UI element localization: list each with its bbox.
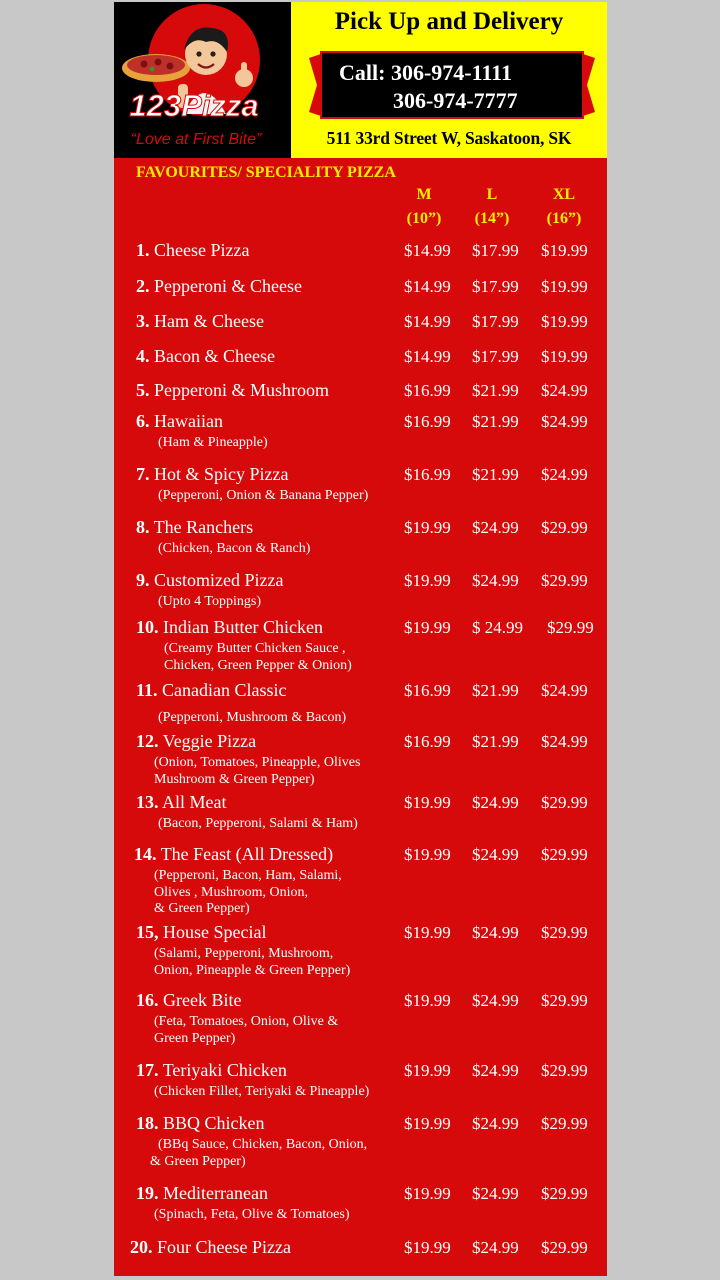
menu-item-number: 12. [136, 731, 159, 751]
menu-item-description: (Bacon, Pepperoni, Salami & Ham) [158, 816, 358, 831]
menu-item-title: Hawaiian [154, 411, 223, 431]
price-large: $21.99 [472, 412, 519, 431]
menu-item-name [136, 680, 287, 701]
size-inches-0: (10”) [406, 210, 442, 227]
price-xlarge: $19.99 [541, 347, 588, 366]
menu-item-number: 8. [136, 517, 150, 537]
menu-item-number: 4. [136, 346, 150, 366]
price-large: $ 24.99 [472, 618, 523, 637]
price-medium: $16.99 [404, 381, 451, 400]
menu-item-number: 1. [136, 240, 150, 260]
menu-item-description: & Green Pepper) [154, 901, 250, 916]
menu-item-number: 5. [136, 380, 150, 400]
menu-item-number: 10. [136, 617, 159, 637]
price-large: $24.99 [472, 518, 519, 537]
price-xlarge: $29.99 [541, 923, 588, 942]
menu-item-number: 11. [136, 680, 158, 700]
menu-item-description: Chicken, Green Pepper & Onion) [164, 657, 352, 673]
price-medium: $14.99 [404, 241, 451, 260]
menu-item-description: (Spinach, Feta, Olive & Tomatoes) [154, 1207, 350, 1222]
price-medium: $14.99 [404, 347, 451, 366]
price-medium: $16.99 [404, 412, 451, 431]
price-xlarge: $19.99 [541, 277, 588, 296]
price-large: $17.99 [472, 347, 519, 366]
price-large: $24.99 [472, 991, 519, 1010]
menu-item-number: 7. [136, 464, 150, 484]
menu-item-number: 2. [136, 276, 150, 296]
price-medium: $19.99 [404, 845, 451, 864]
menu-item-description: Onion, Pineapple & Green Pepper) [154, 962, 351, 978]
menu-item-number: 16. [136, 990, 159, 1010]
price-medium: $19.99 [404, 518, 451, 537]
size-label-1: L [486, 186, 498, 203]
price-xlarge: $29.99 [541, 1238, 588, 1257]
menu-item-name [136, 922, 266, 943]
price-large: $17.99 [472, 312, 519, 331]
menu-item-title: All Meat [162, 792, 227, 812]
price-medium: $16.99 [404, 465, 451, 484]
price-xlarge: $29.99 [541, 1184, 588, 1203]
menu-item-name [136, 570, 283, 591]
menu-item-title: Veggie Pizza [162, 731, 257, 751]
menu-item-title: The Feast (All Dressed) [160, 844, 334, 864]
menu-item-title: Bacon & Cheese [154, 346, 275, 366]
logo [114, 2, 291, 158]
price-large: $24.99 [472, 571, 519, 590]
logo-brand: 123Pizza [129, 88, 259, 123]
menu-item-description: Olives , Mushroom, Onion, [154, 884, 308, 900]
menu-item-number: 6. [136, 411, 150, 431]
header-title: Pick Up and Delivery [334, 8, 564, 35]
menu-item-title: Pepperoni & Mushroom [154, 380, 329, 400]
menu-item-number: 3. [136, 311, 150, 331]
price-xlarge: $29.99 [547, 618, 594, 637]
menu-item-title: Greek Bite [163, 990, 242, 1010]
menu-item-description: (Onion, Tomatoes, Pineapple, Olives [154, 755, 361, 770]
menu-item-title: Mediterranean [163, 1183, 268, 1203]
menu-item-name [136, 464, 288, 485]
menu-item-name [136, 276, 302, 297]
menu-item-name [136, 411, 223, 432]
menu-item-description: (Chicken, Bacon & Ranch) [158, 541, 311, 556]
price-medium: $14.99 [404, 277, 451, 296]
menu-item-title: Cheese Pizza [154, 240, 250, 260]
menu-item-name [136, 311, 264, 332]
call-banner [309, 48, 595, 122]
price-medium: $19.99 [404, 1061, 451, 1080]
menu-board [114, 2, 607, 1276]
menu-item-title: The Ranchers [153, 517, 254, 537]
phone-number-1[interactable]: Call: 306-974-1111 [339, 60, 512, 85]
price-large: $24.99 [472, 1061, 519, 1080]
menu-item-description: (Salami, Pepperoni, Mushroom, [154, 946, 334, 961]
price-xlarge: $24.99 [541, 681, 588, 700]
menu-item-description: (Ham & Pineapple) [158, 435, 268, 450]
price-medium: $19.99 [404, 1238, 451, 1257]
menu-item-description: (BBq Sauce, Chicken, Bacon, Onion, [158, 1137, 368, 1152]
menu-item-description: (Feta, Tomatoes, Onion, Olive & [154, 1014, 339, 1029]
price-medium: $14.99 [404, 312, 451, 331]
menu-item-name [136, 240, 249, 261]
price-xlarge: $19.99 [541, 241, 588, 260]
price-xlarge: $24.99 [541, 412, 588, 431]
menu-item-name [136, 346, 275, 367]
menu-item-number: 14. [134, 844, 157, 864]
menu-item-title: Four Cheese Pizza [157, 1237, 291, 1257]
price-large: $17.99 [472, 241, 519, 260]
logo-tagline: “Love at First Bite” [130, 131, 262, 148]
menu-item-number: 20. [130, 1237, 153, 1257]
menu-item-title: Ham & Cheese [154, 311, 264, 331]
price-xlarge: $29.99 [541, 518, 588, 537]
menu-item-description: (Pepperoni, Mushroom & Bacon) [158, 710, 347, 725]
price-xlarge: $24.99 [541, 465, 588, 484]
price-large: $17.99 [472, 277, 519, 296]
menu-item-name [134, 844, 333, 865]
menu-item-title: Teriyaki Chicken [162, 1060, 287, 1080]
menu-item-title: Customized Pizza [154, 570, 284, 590]
price-medium: $19.99 [404, 571, 451, 590]
price-large: $21.99 [472, 681, 519, 700]
menu-item-name [136, 792, 227, 813]
price-xlarge: $19.99 [541, 312, 588, 331]
menu-item-title: Indian Butter Chicken [163, 617, 323, 637]
price-medium: $19.99 [404, 1184, 451, 1203]
price-medium: $19.99 [404, 991, 451, 1010]
price-xlarge: $29.99 [541, 991, 588, 1010]
menu-item-description: (Pepperoni, Onion & Banana Pepper) [158, 488, 369, 503]
menu-item-description: (Pepperoni, Bacon, Ham, Salami, [154, 868, 342, 883]
price-medium: $19.99 [404, 618, 451, 637]
price-xlarge: $24.99 [541, 732, 588, 751]
menu-header [114, 2, 607, 158]
menu-item-description: Mushroom & Green Pepper) [154, 771, 315, 787]
menu-item-description: & Green Pepper) [150, 1153, 246, 1169]
menu-item-name [136, 1113, 265, 1134]
menu-item-number: 13. [136, 792, 159, 812]
price-large: $24.99 [472, 793, 519, 812]
price-xlarge: $24.99 [541, 381, 588, 400]
price-xlarge: $29.99 [541, 571, 588, 590]
price-medium: $19.99 [404, 793, 451, 812]
size-inches-1: (14”) [474, 210, 510, 227]
menu-item-name [136, 517, 253, 538]
menu-item-name [136, 380, 329, 401]
price-xlarge: $29.99 [541, 845, 588, 864]
menu-item-title: Canadian Classic [162, 680, 287, 700]
menu-item-description: (Chicken Fillet, Teriyaki & Pineapple) [154, 1084, 370, 1099]
address: 511 33rd Street W, Saskatoon, SK [326, 128, 572, 148]
price-large: $24.99 [472, 1238, 519, 1257]
menu-item-title: BBQ Chicken [163, 1113, 265, 1133]
menu-item-number: 18. [136, 1113, 159, 1133]
price-medium: $16.99 [404, 681, 451, 700]
price-xlarge: $29.99 [541, 1114, 588, 1133]
size-label-0: M [416, 186, 432, 203]
contact-panel [291, 2, 607, 158]
price-large: $24.99 [472, 845, 519, 864]
menu-item-name [136, 1060, 287, 1081]
price-large: $24.99 [472, 923, 519, 942]
menu-item-description: (Upto 4 Toppings) [158, 594, 261, 609]
menu-item-name [136, 1183, 268, 1204]
pizza-chef-logo-icon [114, 2, 291, 158]
menu-item-number: 15, [136, 922, 159, 942]
menu-item-name [136, 617, 323, 638]
menu-item-description: Green Pepper) [154, 1030, 236, 1046]
price-large: $24.99 [472, 1114, 519, 1133]
price-large: $24.99 [472, 1184, 519, 1203]
menu-item-number: 9. [136, 570, 150, 590]
menu-item-name [130, 1237, 291, 1258]
menu-item-name [136, 731, 256, 752]
size-label-2: XL [552, 186, 576, 203]
price-large: $21.99 [472, 381, 519, 400]
price-large: $21.99 [472, 732, 519, 751]
menu-item-number: 17. [136, 1060, 159, 1080]
price-medium: $16.99 [404, 732, 451, 751]
menu-item-name [136, 990, 241, 1011]
menu-item-description: (Creamy Butter Chicken Sauce , [164, 641, 346, 656]
price-medium: $19.99 [404, 923, 451, 942]
menu-item-number: 19. [136, 1183, 159, 1203]
price-large: $21.99 [472, 465, 519, 484]
menu-item-title: House Special [163, 922, 267, 942]
section-title: FAVOURITES/ SPECIALITY PIZZA [136, 164, 396, 181]
price-xlarge: $29.99 [541, 1061, 588, 1080]
phone-number-2[interactable]: 306-974-7777 [393, 88, 518, 113]
price-xlarge: $29.99 [541, 793, 588, 812]
price-medium: $19.99 [404, 1114, 451, 1133]
size-inches-2: (16”) [546, 210, 582, 227]
menu-item-title: Hot & Spicy Pizza [154, 464, 289, 484]
menu-item-title: Pepperoni & Cheese [154, 276, 302, 296]
